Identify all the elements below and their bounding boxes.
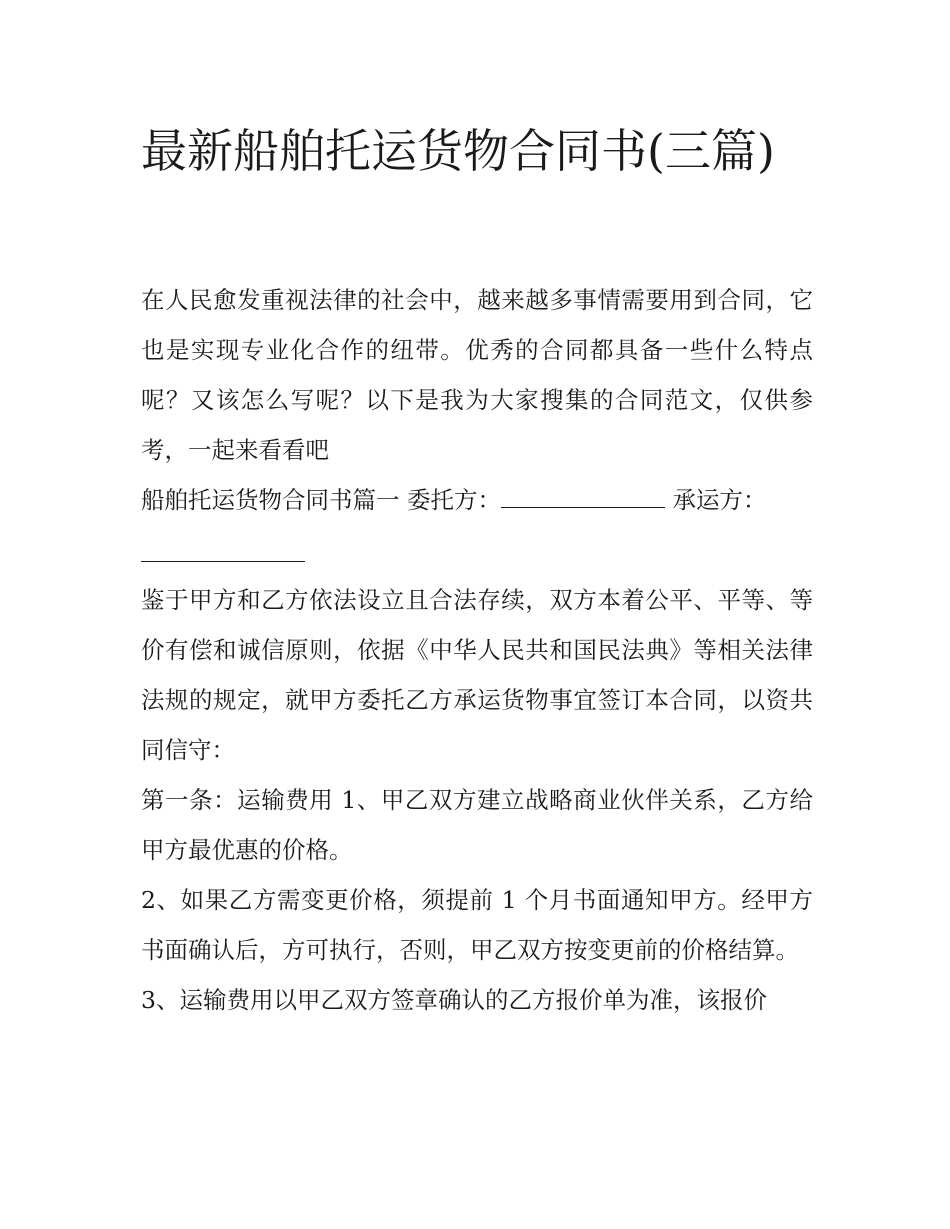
document-body bbox=[141, 275, 813, 1025]
document-title: 最新船舶托运货物合同书(三篇) bbox=[141, 124, 775, 178]
carrier-label: 承运方： bbox=[672, 486, 767, 514]
preamble-paragraph: 鉴于甲方和乙方依法设立且合法存续，双方本着公平、平等、等价有偿和诚信原则，依据《中华人民共和国民法典》等相关法律法规的规定，就甲方委托乙方承运货物事宜签订本合同，以资共同信守： bbox=[141, 586, 813, 764]
parties-line bbox=[141, 475, 813, 525]
carrier-blank bbox=[141, 539, 305, 562]
consignor-label: 委托方： bbox=[406, 486, 501, 514]
contract-heading: 船舶托运货物合同书篇一 bbox=[141, 486, 400, 514]
consignor-blank bbox=[501, 485, 665, 508]
carrier-blank-line bbox=[141, 525, 813, 575]
clause-3: 3、运输费用以甲乙双方签章确认的乙方报价单为准，该报价 bbox=[141, 986, 767, 1014]
clause-1: 第一条：运输费用 1、甲乙双方建立战略商业伙伴关系，乙方给甲方最优惠的价格。 bbox=[141, 786, 813, 864]
clause-2: 2、如果乙方需变更价格，须提前 1 个月书面通知甲方。经甲方书面确认后，方可执行，否则，甲乙双方按变更前的价格结算。 bbox=[141, 886, 813, 964]
intro-paragraph: 在人民愈发重视法律的社会中，越来越多事情需要用到合同，它也是实现专业化合作的纽带。优秀的合同都具备一些什么特点呢？又该怎么写呢？以下是我为大家搜集的合同范文，仅供参考，一起来看看吧 bbox=[141, 286, 813, 464]
